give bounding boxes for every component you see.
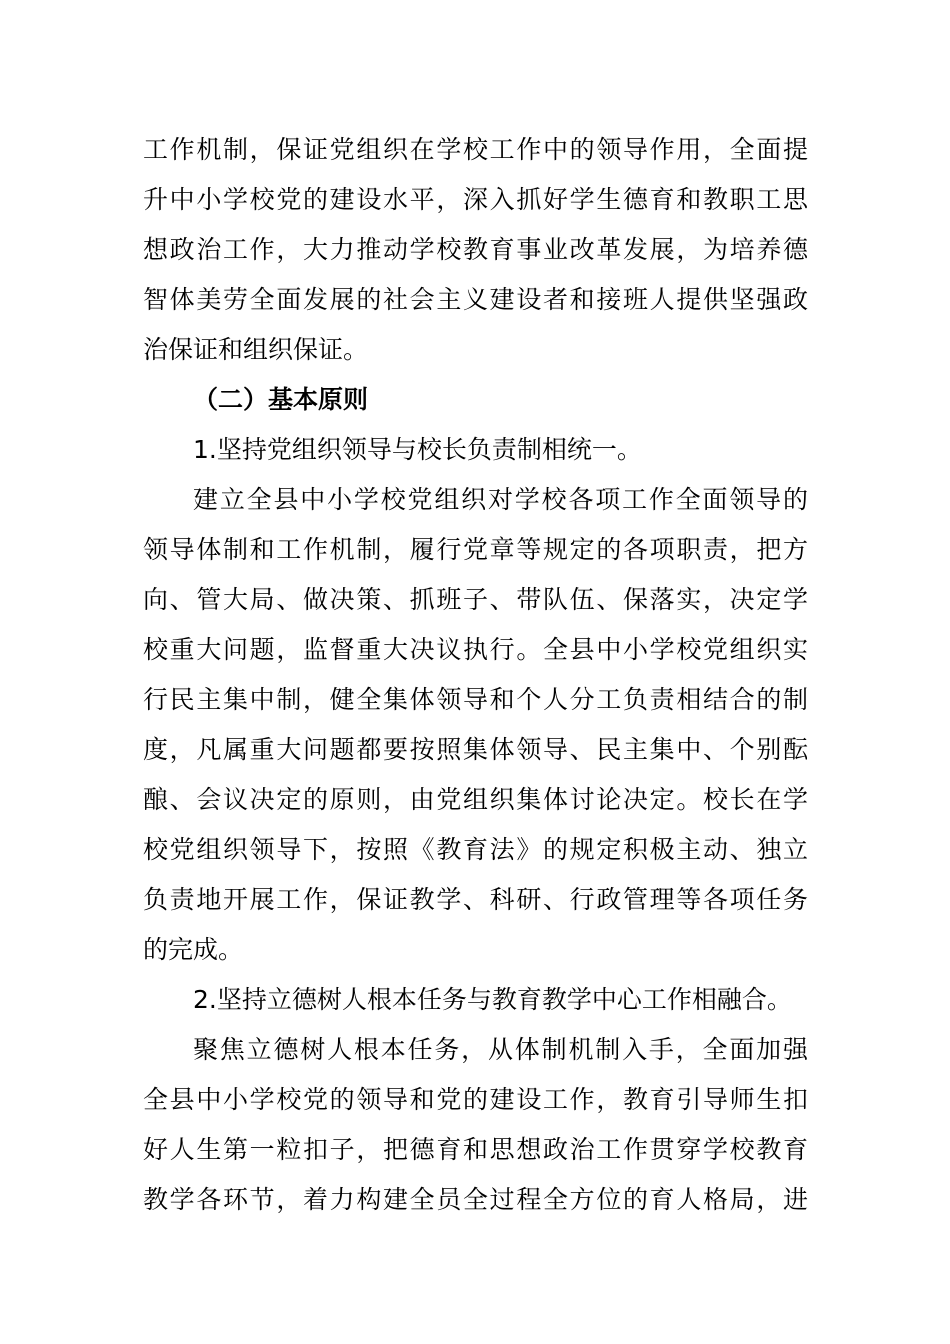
paragraph-line: 校重大问题，监督重大决议执行。全县中小学校党组织实 bbox=[143, 635, 808, 664]
section-heading: （二）基本原则 bbox=[193, 385, 369, 414]
paragraph-line: 负责地开展工作，保证教学、科研、行政管理等各项任务 bbox=[143, 885, 808, 914]
paragraph-line: 度，凡属重大问题都要按照集体领导、民主集中、个别酝 bbox=[143, 735, 808, 764]
paragraph-line: 的完成。 bbox=[143, 935, 244, 964]
paragraph-line: 校党组织领导下，按照《教育法》的规定积极主动、独立 bbox=[143, 835, 808, 864]
paragraph-line: 好人生第一粒扣子，把德育和思想政治工作贯穿学校教育 bbox=[143, 1135, 808, 1164]
paragraph-line: 行民主集中制，健全集体领导和个人分工负责相结合的制 bbox=[143, 685, 808, 714]
paragraph-line: 教学各环节，着力构建全员全过程全方位的育人格局，进 bbox=[143, 1185, 808, 1214]
paragraph-line: 工作机制，保证党组织在学校工作中的领导作用，全面提 bbox=[143, 135, 808, 164]
paragraph-line: 向、管大局、做决策、抓班子、带队伍、保落实，决定学 bbox=[143, 585, 808, 614]
paragraph-line: 升中小学校党的建设水平，深入抓好学生德育和教职工思 bbox=[143, 185, 808, 214]
principle-title: 2.坚持立德树人根本任务与教育教学中心工作相融合。 bbox=[193, 985, 792, 1014]
paragraph-line: 聚焦立德树人根本任务，从体制机制入手，全面加强 bbox=[193, 1035, 808, 1064]
paragraph-line: 想政治工作，大力推动学校教育事业改革发展，为培养德 bbox=[143, 235, 808, 264]
paragraph-line: 领导体制和工作机制，履行党章等规定的各项职责，把方 bbox=[143, 535, 808, 564]
paragraph-line: 建立全县中小学校党组织对学校各项工作全面领导的 bbox=[193, 485, 808, 514]
paragraph-line: 全县中小学校党的领导和党的建设工作，教育引导师生扣 bbox=[143, 1085, 808, 1114]
paragraph-line: 智体美劳全面发展的社会主义建设者和接班人提供坚强政 bbox=[143, 285, 808, 314]
paragraph-line: 酿、会议决定的原则，由党组织集体讨论决定。校长在学 bbox=[143, 785, 808, 814]
paragraph-line: 治保证和组织保证。 bbox=[143, 335, 369, 364]
principle-title: 1.坚持党组织领导与校长负责制相统一。 bbox=[193, 435, 642, 464]
